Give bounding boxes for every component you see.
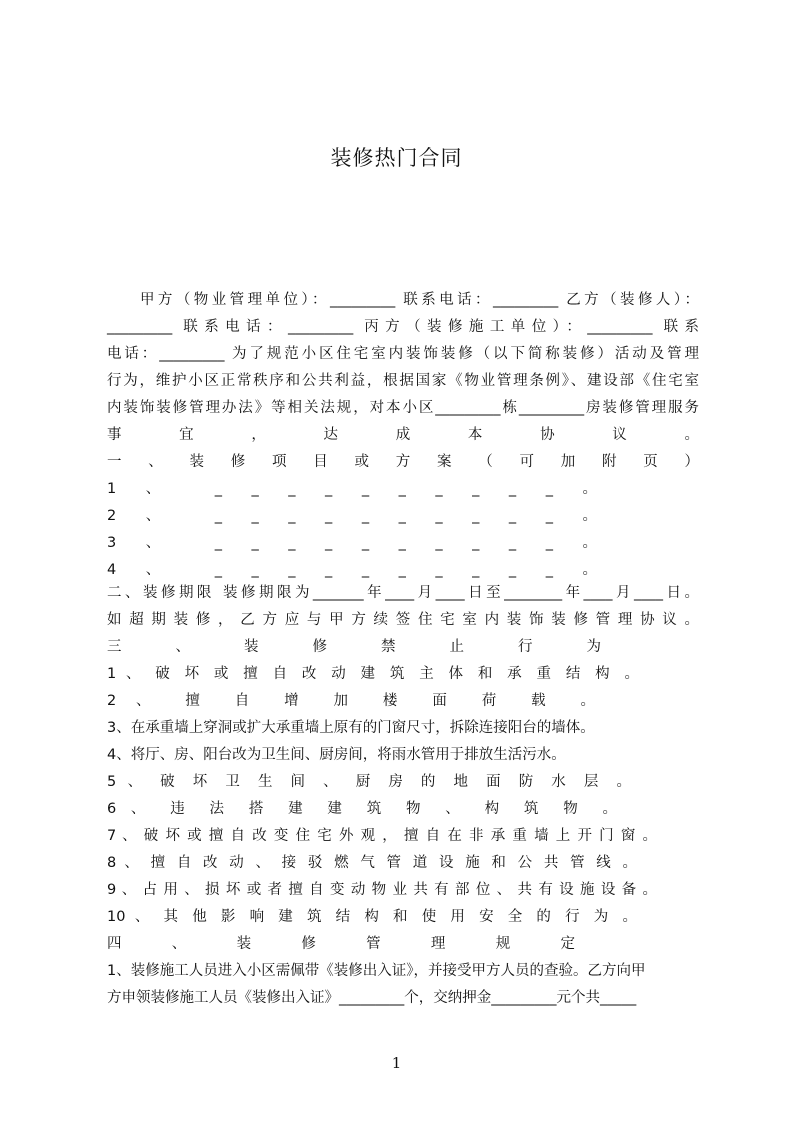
list-item: 4 、 _ _ _ _ _ _ _ _ _ _ 。 <box>107 562 597 578</box>
section-heading: 四 、 装 修 管 理 规 定 <box>107 936 575 952</box>
text-line: 如超期装修，乙方应与甲方续签住宅室内装饰装修管理协议。 <box>107 612 699 628</box>
list-item: 3 、 _ _ _ _ _ _ _ _ _ _ 。 <box>107 535 597 551</box>
section-heading: 二、装修期限 装修期限为_______年____月____日至________年____月____日。 <box>107 585 699 601</box>
text-line: 甲方（物业管理单位）：_________ 联系电话：_________ 乙方（装修人）： <box>140 292 699 308</box>
text-line: 1、装修施工人员进入小区需佩带《装修出入证》，并接受甲方人员的查验。乙方向甲 <box>107 963 646 979</box>
page-number: 1 <box>391 1054 402 1072</box>
text-line: 事 宜 ， 达 成 本 协 议 。 <box>107 427 699 443</box>
text-line: 方申领装修施工人员《装修出入证》_________个，交纳押金_________元个共_____ <box>107 990 637 1006</box>
text-line: _________ 联系电话：_________ 丙方（装修施工单位）：_________ 联系 <box>107 319 699 335</box>
list-item: 2 、 _ _ _ _ _ _ _ _ _ _ 。 <box>107 508 597 524</box>
text-line: 行为，维护小区正常秩序和公共利益，根据国家《物业管理条例》、建设部《住宅室 <box>107 373 699 389</box>
list-item: 1 、 _ _ _ _ _ _ _ _ _ _ 。 <box>107 481 597 497</box>
list-item: 8 、 擅 自 改 动 、 接 驳 燃 气 管 道 设 施 和 公 共 管 线 。 <box>107 855 637 871</box>
list-item: 1 、 破 坏 或 擅 自 改 动 建 筑 主 体 和 承 重 结 构 。 <box>107 666 639 682</box>
list-item: 3、在承重墙上穿洞或扩大承重墙上原有的门窗尺寸，拆除连接阳台的墙体。 <box>107 720 595 736</box>
section-heading: 一 、 装 修 项 目 或 方 案 （ 可 加 附 页 ） <box>107 454 699 470</box>
text-line: 电话：_________ 为了规范小区住宅室内装饰装修（以下简称装修）活动及管理 <box>107 346 699 362</box>
document-title: 装修热门合同 <box>330 146 463 170</box>
text-line: 内装饰装修管理办法》等相关法规，对本小区_________栋_________房装修管理服务 <box>107 400 699 416</box>
list-item: 10 、 其 他 影 响 建 筑 结 构 和 使 用 安 全 的 行 为 。 <box>107 909 637 925</box>
list-item: 2 、 擅 自 增 加 楼 面 荷 载 。 <box>107 693 595 709</box>
list-item: 4、将厅、房、阳台改为卫生间、厨房间，将雨水管用于排放生活污水。 <box>107 747 566 763</box>
list-item: 6 、 违 法 搭 建 建 筑 物 、 构 筑 物 。 <box>107 801 617 817</box>
list-item: 9 、 占 用 、 损 坏 或 者 擅 自 变 动 物 业 共 有 部 位 、 共 有 设 施 设 备 。 <box>107 882 657 898</box>
list-item: 5 、 破 坏 卫 生 间 、 厨 房 的 地 面 防 水 层 。 <box>107 774 631 790</box>
section-heading: 三 、 装 修 禁 止 行 为 <box>107 639 601 655</box>
list-item: 7 、 破 坏 或 擅 自 改 变 住 宅 外 观 ， 擅 自 在 非 承 重 墙 上 开 门 窗 。 <box>107 828 657 844</box>
